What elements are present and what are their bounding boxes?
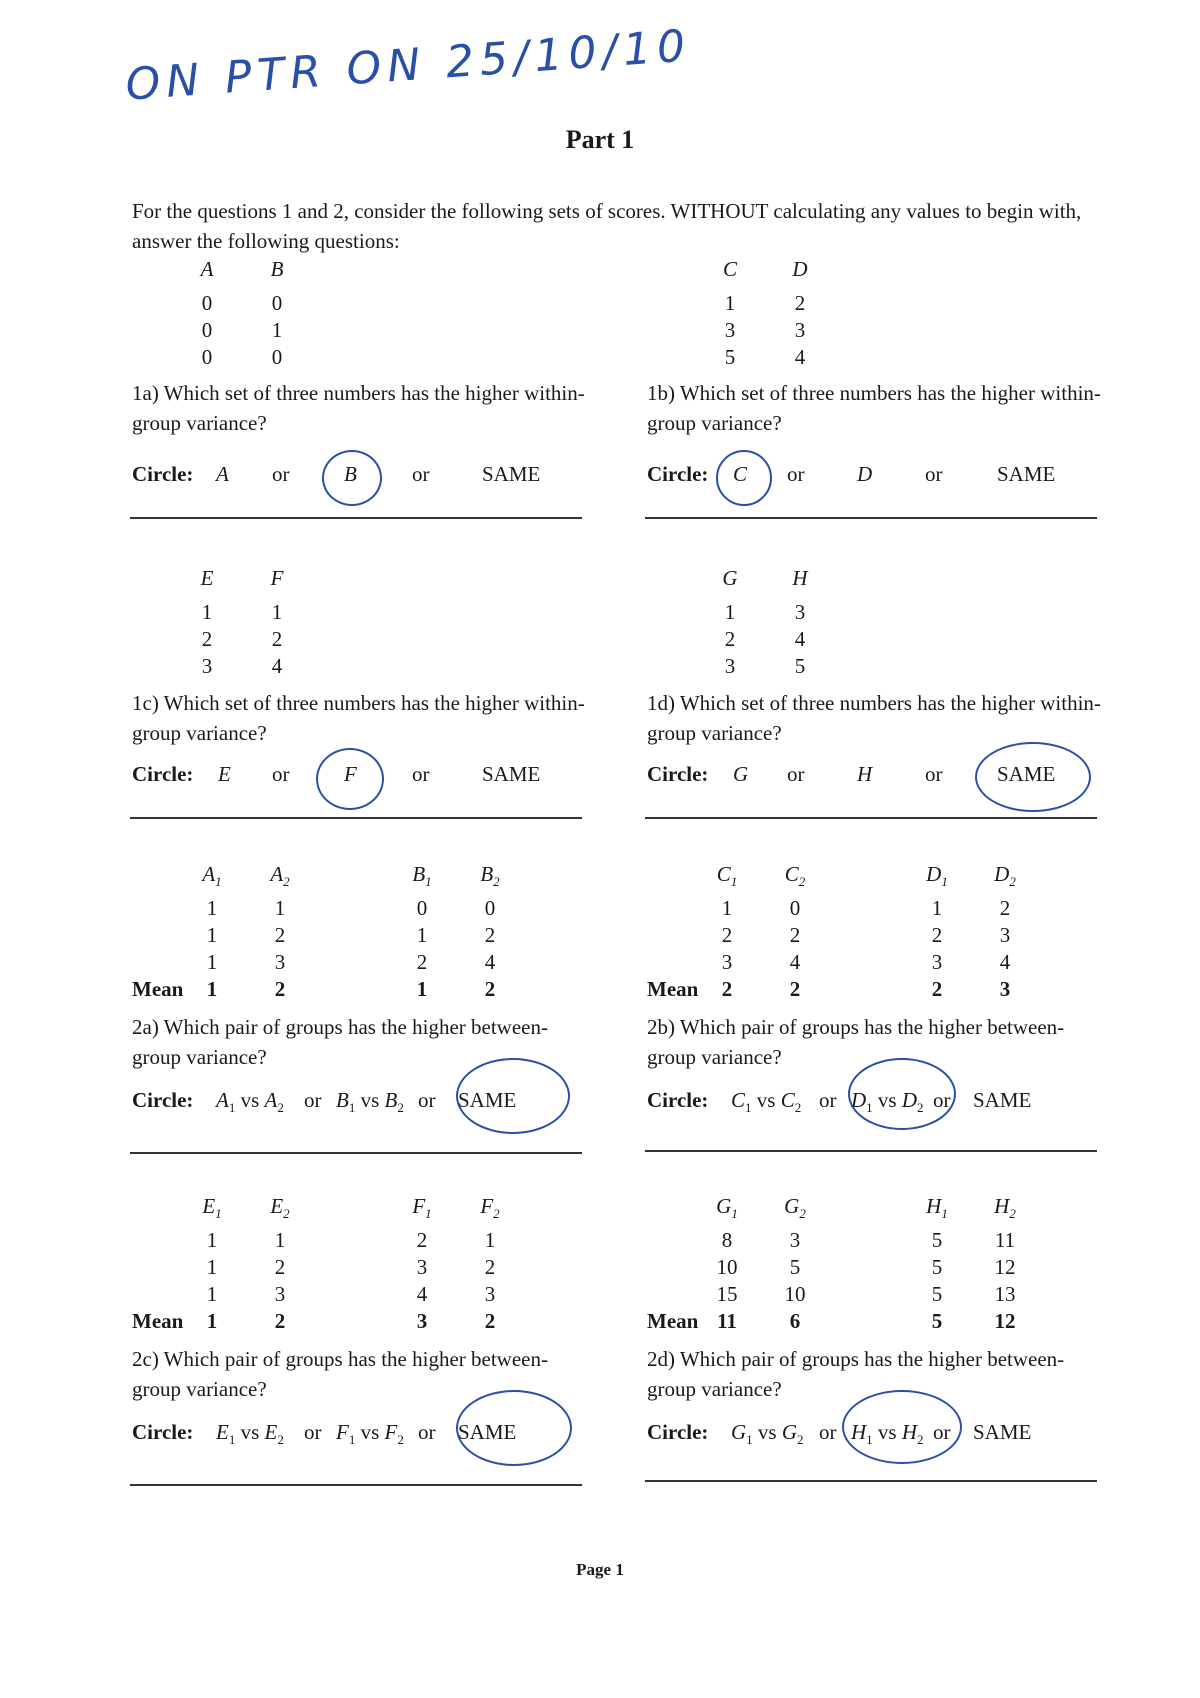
mean-value: 2 [721, 977, 733, 1001]
table-cell: 1 [416, 923, 428, 947]
or-text: or [304, 1420, 322, 1444]
column-header: B [270, 257, 284, 281]
table-cell: 1 [724, 600, 736, 624]
mean-value: 1 [416, 977, 428, 1001]
table-cell: 0 [789, 896, 801, 920]
option-same[interactable]: SAME [997, 762, 1056, 786]
mean-value: 2 [484, 1309, 496, 1333]
question-text: 2a) Which pair of groups has the higher between-group variance? [132, 1015, 548, 1069]
table-cell: 0 [484, 896, 496, 920]
question-text: 2c) Which pair of groups has the higher between-group variance? [132, 1347, 548, 1401]
table-cell: 8 [721, 1228, 733, 1252]
table-cell: 4 [794, 345, 806, 369]
answer-choices [132, 1420, 592, 1450]
table-cell: 2 [794, 291, 806, 315]
option-a[interactable]: A [216, 462, 229, 486]
page-number: Page 1 [576, 1560, 624, 1579]
column-header: $H_2$ [994, 1194, 1016, 1222]
option-pair-2[interactable]: $D_1$ vs $D_2$ [851, 1088, 924, 1116]
table-cell: 13 [994, 1282, 1016, 1306]
table-cell: 4 [484, 950, 496, 974]
table-cell: 0 [416, 896, 428, 920]
table-cell: 5 [931, 1228, 943, 1252]
option-e[interactable]: E [218, 762, 231, 786]
option-g[interactable]: G [733, 762, 749, 786]
or-text: or [304, 1088, 322, 1112]
option-same[interactable]: SAME [458, 1420, 517, 1444]
table-cell: 3 [484, 1282, 496, 1306]
table-cell: 1 [271, 600, 283, 624]
column-header: $G_1$ [716, 1194, 738, 1222]
option-pair-2[interactable]: $B_1$ vs $B_2$ [336, 1088, 404, 1116]
column-header: $C_1$ [716, 862, 738, 890]
or-text: or [418, 1088, 436, 1112]
table-cell: 1 [201, 600, 213, 624]
intro-text: For the questions 1 and 2, consider the following sets of scores. WITHOUT calculating any values to begin with, answer the following questions: [132, 199, 1082, 253]
mean-value: 2 [931, 977, 943, 1001]
table-cell: 5 [789, 1255, 801, 1279]
table-cell: 4 [271, 654, 283, 678]
divider [645, 1480, 1097, 1482]
option-pair-1[interactable]: $C_1$ vs $C_2$ [731, 1088, 802, 1116]
or-text: or [272, 762, 290, 786]
mean-value: 12 [994, 1309, 1016, 1333]
column-header: $D_2$ [994, 862, 1016, 890]
table-cell: 3 [789, 1228, 801, 1252]
option-d[interactable]: D [857, 462, 873, 486]
circle-label: Circle: [647, 462, 709, 486]
divider [130, 817, 582, 819]
option-same[interactable]: SAME [997, 462, 1056, 486]
circle-label: Circle: [132, 462, 194, 486]
divider [130, 1484, 582, 1486]
answer-choices [647, 1420, 1107, 1450]
answer-choices [132, 762, 582, 792]
table-cell: 15 [716, 1282, 738, 1306]
column-header: $A_2$ [270, 862, 290, 890]
table-cell: 0 [201, 345, 213, 369]
table-cell: 2 [271, 627, 283, 651]
question-text: 1a) Which set of three numbers has the higher within-group variance? [132, 381, 585, 435]
question-text: 1c) Which set of three numbers has the higher within-group variance? [132, 691, 585, 745]
column-header: D [792, 257, 808, 281]
table-cell: 2 [274, 1255, 286, 1279]
table-cell: 2 [484, 1255, 496, 1279]
column-header: F [270, 566, 284, 590]
mean-value: 1 [206, 1309, 218, 1333]
option-same[interactable]: SAME [458, 1088, 517, 1112]
option-pair-2[interactable]: $H_1$ vs $H_2$ [851, 1420, 924, 1448]
option-pair-1[interactable]: $E_1$ vs $E_2$ [216, 1420, 284, 1448]
or-text: or [819, 1088, 837, 1112]
table-cell: 1 [931, 896, 943, 920]
column-header: G [722, 566, 738, 590]
table-cell: 2 [416, 950, 428, 974]
table-cell: 3 [724, 654, 736, 678]
table-cell: 0 [201, 318, 213, 342]
or-text: or [933, 1420, 951, 1444]
table-cell: 1 [274, 1228, 286, 1252]
table-cell: 12 [994, 1255, 1016, 1279]
table-cell: 4 [789, 950, 801, 974]
table-cell: 10 [716, 1255, 738, 1279]
or-text: or [787, 462, 805, 486]
divider [645, 517, 1097, 519]
mean-label: Mean [132, 977, 184, 1001]
table-cell: 2 [484, 923, 496, 947]
option-f[interactable]: F [344, 762, 357, 786]
table-cell: 2 [724, 627, 736, 651]
table-cell: 4 [416, 1282, 428, 1306]
column-header: H [792, 566, 808, 590]
table-cell: 3 [416, 1255, 428, 1279]
table-cell: 10 [784, 1282, 806, 1306]
option-pair-1[interactable]: $A_1$ vs $A_2$ [216, 1088, 284, 1116]
or-text: or [819, 1420, 837, 1444]
table-cell: 3 [274, 950, 286, 974]
table-cell: 5 [794, 654, 806, 678]
question-text: 2d) Which pair of groups has the higher between-group variance? [647, 1347, 1065, 1401]
table-cell: 5 [724, 345, 736, 369]
circle-label: Circle: [647, 1420, 709, 1444]
table-cell: 5 [931, 1255, 943, 1279]
mean-label: Mean [132, 1309, 184, 1333]
divider [130, 517, 582, 519]
table-cell: 0 [271, 291, 283, 315]
column-header: E [200, 566, 214, 590]
column-header: A [200, 257, 214, 281]
table-cell: 1 [484, 1228, 496, 1252]
circle-label: Circle: [132, 1088, 194, 1112]
table-cell: 2 [416, 1228, 428, 1252]
answer-choices [132, 462, 582, 492]
table-cell: 1 [206, 923, 218, 947]
option-same[interactable]: SAME [482, 762, 541, 786]
table-cell: 3 [201, 654, 213, 678]
mean-value: 2 [274, 1309, 286, 1333]
mean-label: Mean [647, 1309, 699, 1333]
or-text: or [272, 462, 290, 486]
option-pair-2[interactable]: $F_1$ vs $F_2$ [336, 1420, 404, 1448]
page-title: Part 1 [565, 125, 635, 154]
handwritten-note: ON PTR ON 25/10/10 [123, 20, 693, 111]
table-cell: 0 [271, 345, 283, 369]
option-h[interactable]: H [857, 762, 873, 786]
table-cell: 1 [206, 1282, 218, 1306]
table-cell: 4 [999, 950, 1011, 974]
table-cell: 2 [721, 923, 733, 947]
table-cell: 3 [794, 318, 806, 342]
table-cell: 1 [721, 896, 733, 920]
table-cell: 5 [931, 1282, 943, 1306]
column-header: $D_1$ [926, 862, 948, 890]
mean-value: 2 [274, 977, 286, 1001]
option-c[interactable]: C [733, 462, 748, 486]
column-header: $B_1$ [412, 862, 432, 890]
column-header: $F_1$ [412, 1194, 432, 1222]
divider [645, 817, 1097, 819]
table-cell: 2 [789, 923, 801, 947]
or-text: or [925, 462, 943, 486]
column-header: $G_2$ [784, 1194, 806, 1222]
answer-choices [132, 1088, 592, 1118]
table-cell: 2 [201, 627, 213, 651]
or-text: or [412, 762, 430, 786]
mean-value: 5 [931, 1309, 943, 1333]
option-same[interactable]: SAME [973, 1088, 1032, 1112]
column-header: $E_2$ [270, 1194, 290, 1222]
table-cell: 4 [794, 627, 806, 651]
or-text: or [412, 462, 430, 486]
mean-value: 2 [789, 977, 801, 1001]
circle-label: Circle: [647, 762, 709, 786]
column-header: $A_1$ [202, 862, 222, 890]
table-cell: 2 [274, 923, 286, 947]
table-cell: 11 [994, 1228, 1016, 1252]
table-cell: 0 [201, 291, 213, 315]
question-text: 2b) Which pair of groups has the higher between-group variance? [647, 1015, 1065, 1069]
column-header: $H_1$ [926, 1194, 948, 1222]
table-cell: 1 [206, 1228, 218, 1252]
column-header: C [722, 257, 737, 281]
table-cell: 3 [724, 318, 736, 342]
or-text: or [925, 762, 943, 786]
table-cell: 1 [206, 896, 218, 920]
or-text: or [418, 1420, 436, 1444]
option-b[interactable]: B [344, 462, 357, 486]
circle-label: Circle: [132, 762, 194, 786]
mean-value: 3 [416, 1309, 428, 1333]
table-cell: 1 [271, 318, 283, 342]
table-cell: 3 [931, 950, 943, 974]
answer-choices [647, 762, 1097, 792]
table-cell: 1 [274, 896, 286, 920]
table-cell: 3 [794, 600, 806, 624]
table-cell: 1 [724, 291, 736, 315]
table-cell: 1 [206, 1255, 218, 1279]
mean-label: Mean [647, 977, 699, 1001]
table-cell: 3 [274, 1282, 286, 1306]
or-text: or [787, 762, 805, 786]
column-header: $E_1$ [202, 1194, 222, 1222]
circle-label: Circle: [647, 1088, 709, 1112]
table-cell: 2 [931, 923, 943, 947]
question-text: 1d) Which set of three numbers has the higher within-group variance? [647, 691, 1101, 745]
mean-value: 11 [717, 1309, 737, 1333]
answer-choices [647, 462, 1097, 492]
mean-value: 3 [999, 977, 1011, 1001]
option-same[interactable]: SAME [973, 1420, 1032, 1444]
table-cell: 3 [721, 950, 733, 974]
column-header: $C_2$ [784, 862, 806, 890]
circle-label: Circle: [132, 1420, 194, 1444]
mean-value: 2 [484, 977, 496, 1001]
question-text: 1b) Which set of three numbers has the higher within-group variance? [647, 381, 1101, 435]
column-header: $B_2$ [480, 862, 500, 890]
divider [130, 1152, 582, 1154]
answer-choices [647, 1088, 1107, 1118]
mean-value: 6 [789, 1309, 801, 1333]
mean-value: 1 [206, 977, 218, 1001]
divider [645, 1150, 1097, 1152]
table-cell: 1 [206, 950, 218, 974]
or-text: or [933, 1088, 951, 1112]
table-cell: 3 [999, 923, 1011, 947]
option-pair-1[interactable]: $G_1$ vs $G_2$ [731, 1420, 804, 1448]
table-cell: 2 [999, 896, 1011, 920]
column-header: $F_2$ [480, 1194, 500, 1222]
option-same[interactable]: SAME [482, 462, 541, 486]
